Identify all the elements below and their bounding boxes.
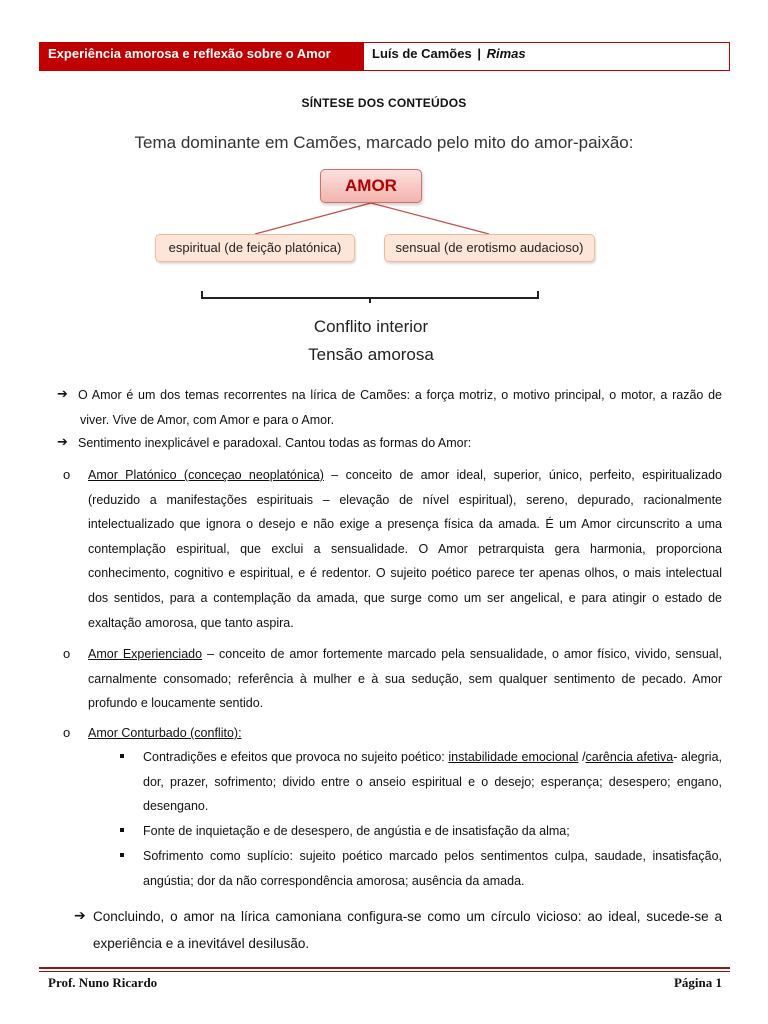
circle-bullet-icon: o: [63, 725, 71, 740]
troubled-love-label: Amor Conturbado (conflito):: [88, 726, 242, 740]
conclusion-paragraph: Concluindo, o amor na lírica camoniana configura-se como um círculo vicioso: ao ideal, sucede-se a experiência e a inevitável desilusão.: [93, 909, 722, 951]
footer-rule: [39, 967, 730, 969]
footer-page-number: Página 1: [673, 975, 722, 990]
item-troubled-love: [88, 721, 722, 746]
circle-bullet-icon: o: [63, 646, 71, 661]
section-title: SÍNTESE DOS CONTEÚDOS: [301, 96, 467, 110]
emotional-instability: instabilidade emocional: [448, 750, 579, 764]
footer-rule-thin: [39, 971, 730, 972]
header-separator: |: [477, 46, 481, 61]
arrow-bullet-icon: ➔: [74, 907, 86, 923]
platonic-love-label: Amor Platónico (conceçao neoplatónica): [88, 468, 324, 482]
diagram-result-conflict: Conflito interior: [313, 317, 429, 336]
experienced-love-text: – conceito de amor fortemente marcado pela sensualidade, o amor físico, vivido, sensual, carnalmente consomado; referência à mulher e à sua sedução, sem qualquer sentimento de pecado. Amor profundo e loucamente sentido.: [88, 647, 722, 711]
sub-item-suffering: Sofrimento como suplício: sujeito poético marcado pelos sentimentos culpa, saudade, insatisfação, angústia; dor da não correspondência amorosa; ausência da amada.: [143, 849, 722, 888]
point-amor-recurrent: O Amor é um dos temas recorrentes na lírica de Camões: a força motriz, o motivo principal, o motor, a razão de viver. Vive de Amor, com Amor e para o Amor.: [78, 388, 722, 427]
square-bullet-icon: [120, 754, 124, 758]
sub-item-restlessness: Fonte de inquietação e de desespero, de angústia e de insatisfação da alma;: [143, 824, 570, 838]
diagram-connectors: [0, 0, 768, 320]
item-experienced-love: [88, 642, 722, 716]
sub-item-contradictions: [143, 745, 722, 819]
contradictions-intro: Contradições e efeitos que provoca no sujeito poético:: [143, 750, 449, 764]
connector-right: [371, 203, 489, 234]
diagram-branch-sensual: sensual (de erotismo audacioso): [384, 234, 595, 262]
contradictions-rest: - alegria, dor, prazer, sofrimento; divido entre o anseio espiritual e o desejo; esperança; desespero; engano, desengano.: [143, 750, 722, 814]
connector-left: [255, 203, 371, 234]
item-platonic-love: [88, 463, 722, 635]
square-bullet-icon: [120, 828, 124, 832]
arrow-bullet-icon: ➔: [57, 386, 68, 401]
platonic-love-text: – conceito de amor ideal, superior, único, perfeito, espiritualizado (reduzido a manifestações espirituais – elevação de nível espiritual), sereno, depurado, racionalmente intelectualizado que ignora o desejo e não exige a presença física da amada. É um Amor circunscrito a uma contemplação espiritual, que exclui a sensualidade. O Amor petrarquista gera harmonia, proporciona conhecimento, cognitivo e espiritual, e é redentor. O sujeito poético parece ter apenas olhos, o mais intelectual dos sentidos, para a contemplação da amada, que surge como um ser angelical, e para atingir o estado de exaltação amorosa, que tanto aspira.: [88, 468, 723, 630]
point-paradoxical-feeling: Sentimento inexplicável e paradoxal. Cantou todas as formas do Amor:: [78, 436, 472, 450]
footer-author: Prof. Nuno Ricardo: [48, 975, 158, 990]
header-topic-title: Experiência amorosa e reflexão sobre o Amor: [40, 43, 364, 70]
arrow-bullet-icon: ➔: [57, 434, 68, 449]
diagram-branch-spiritual: espiritual (de feição platónica): [155, 234, 355, 262]
header-work: Rimas: [486, 46, 526, 61]
contradictions-separator: /: [578, 750, 586, 764]
header-author: Luís de Camões: [372, 46, 472, 61]
diagram-heading: Tema dominante em Camões, marcado pelo mito do amor-paixão:: [134, 133, 634, 152]
diagram-result-tension: Tensão amorosa: [308, 345, 434, 364]
circle-bullet-icon: o: [63, 467, 71, 482]
brace-bracket: [202, 291, 538, 303]
diagram-root-amor: AMOR: [320, 169, 422, 203]
experienced-love-label: Amor Experienciado: [88, 647, 203, 661]
affective-lack: carência afetiva: [585, 750, 674, 764]
square-bullet-icon: [120, 853, 124, 857]
